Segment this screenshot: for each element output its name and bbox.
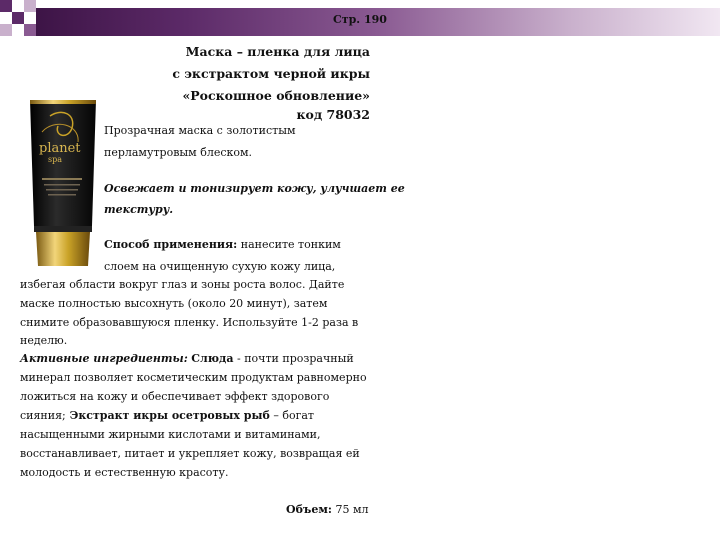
benefit-line-2: текстуру. (104, 203, 174, 216)
volume (286, 503, 369, 517)
tube-brand-main: planet (39, 141, 81, 156)
product-title-line-2: с экстрактом черной икры (172, 66, 370, 81)
usage-line-5: снимите образовавшуюся пленку. Используйте 1-2 раза в (20, 316, 359, 329)
ingredients-line-4-end: – богат (269, 409, 314, 422)
volume-value: 75 мл (331, 503, 369, 516)
usage-line-6: неделю. (20, 334, 68, 347)
cream-tube-image (28, 98, 98, 268)
ingredients-line-7: молодость и естественную красоту. (20, 466, 229, 479)
ingredients-line-5: насыщенными жирными кислотами и витаминами, (20, 428, 321, 441)
ingredients-line-6: восстанавливает, питает и укрепляет кожу, возвращая ей (20, 447, 360, 460)
usage-line-4: маске полностью высохнуть (около 20 минут), затем (20, 297, 328, 310)
corner-decoration (0, 0, 36, 36)
caviar-label: Экстракт икры осетровых рыб (65, 409, 270, 422)
ingredients-label: Активные ингредиенты: (20, 352, 188, 365)
ingredients-line-4 (20, 409, 314, 423)
usage-line-3: избегая области вокруг глаз и зоны роста волос. Дайте (20, 278, 345, 291)
ingredients-line-2: минерал позволяет косметическим продуктам равномерно (20, 371, 367, 384)
tube-brand-sub: spa (48, 155, 62, 164)
description-line-2: перламутровым блеском. (104, 146, 253, 159)
usage-text-1: нанесите тонким (237, 238, 341, 251)
ingredients-line-4-start: сияния; (20, 409, 66, 422)
mica-label: Слюда (191, 352, 234, 365)
ingredients-line-1 (20, 352, 354, 366)
description-line-1: Прозрачная маска с золотистым (104, 124, 296, 137)
usage-line-2: слоем на очищенную сухую кожу лица, (104, 260, 336, 273)
volume-label: Объем: (286, 503, 332, 516)
product-code: код 78032 (296, 107, 370, 122)
benefit-line-1: Освежает и тонизирует кожу, улучшает ее (104, 182, 405, 195)
product-title-line-1: Маска – пленка для лица (185, 44, 370, 59)
product-title-line-3: «Роскошное обновление» (182, 88, 370, 103)
usage-label: Способ применения: (104, 238, 238, 251)
mica-text: - почти прозрачный (233, 352, 354, 365)
usage-line-1 (104, 238, 341, 252)
ingredients-line-3: ложиться на кожу и обеспечивает эффект здорового (20, 390, 330, 403)
page-number: Стр. 190 (333, 13, 387, 26)
